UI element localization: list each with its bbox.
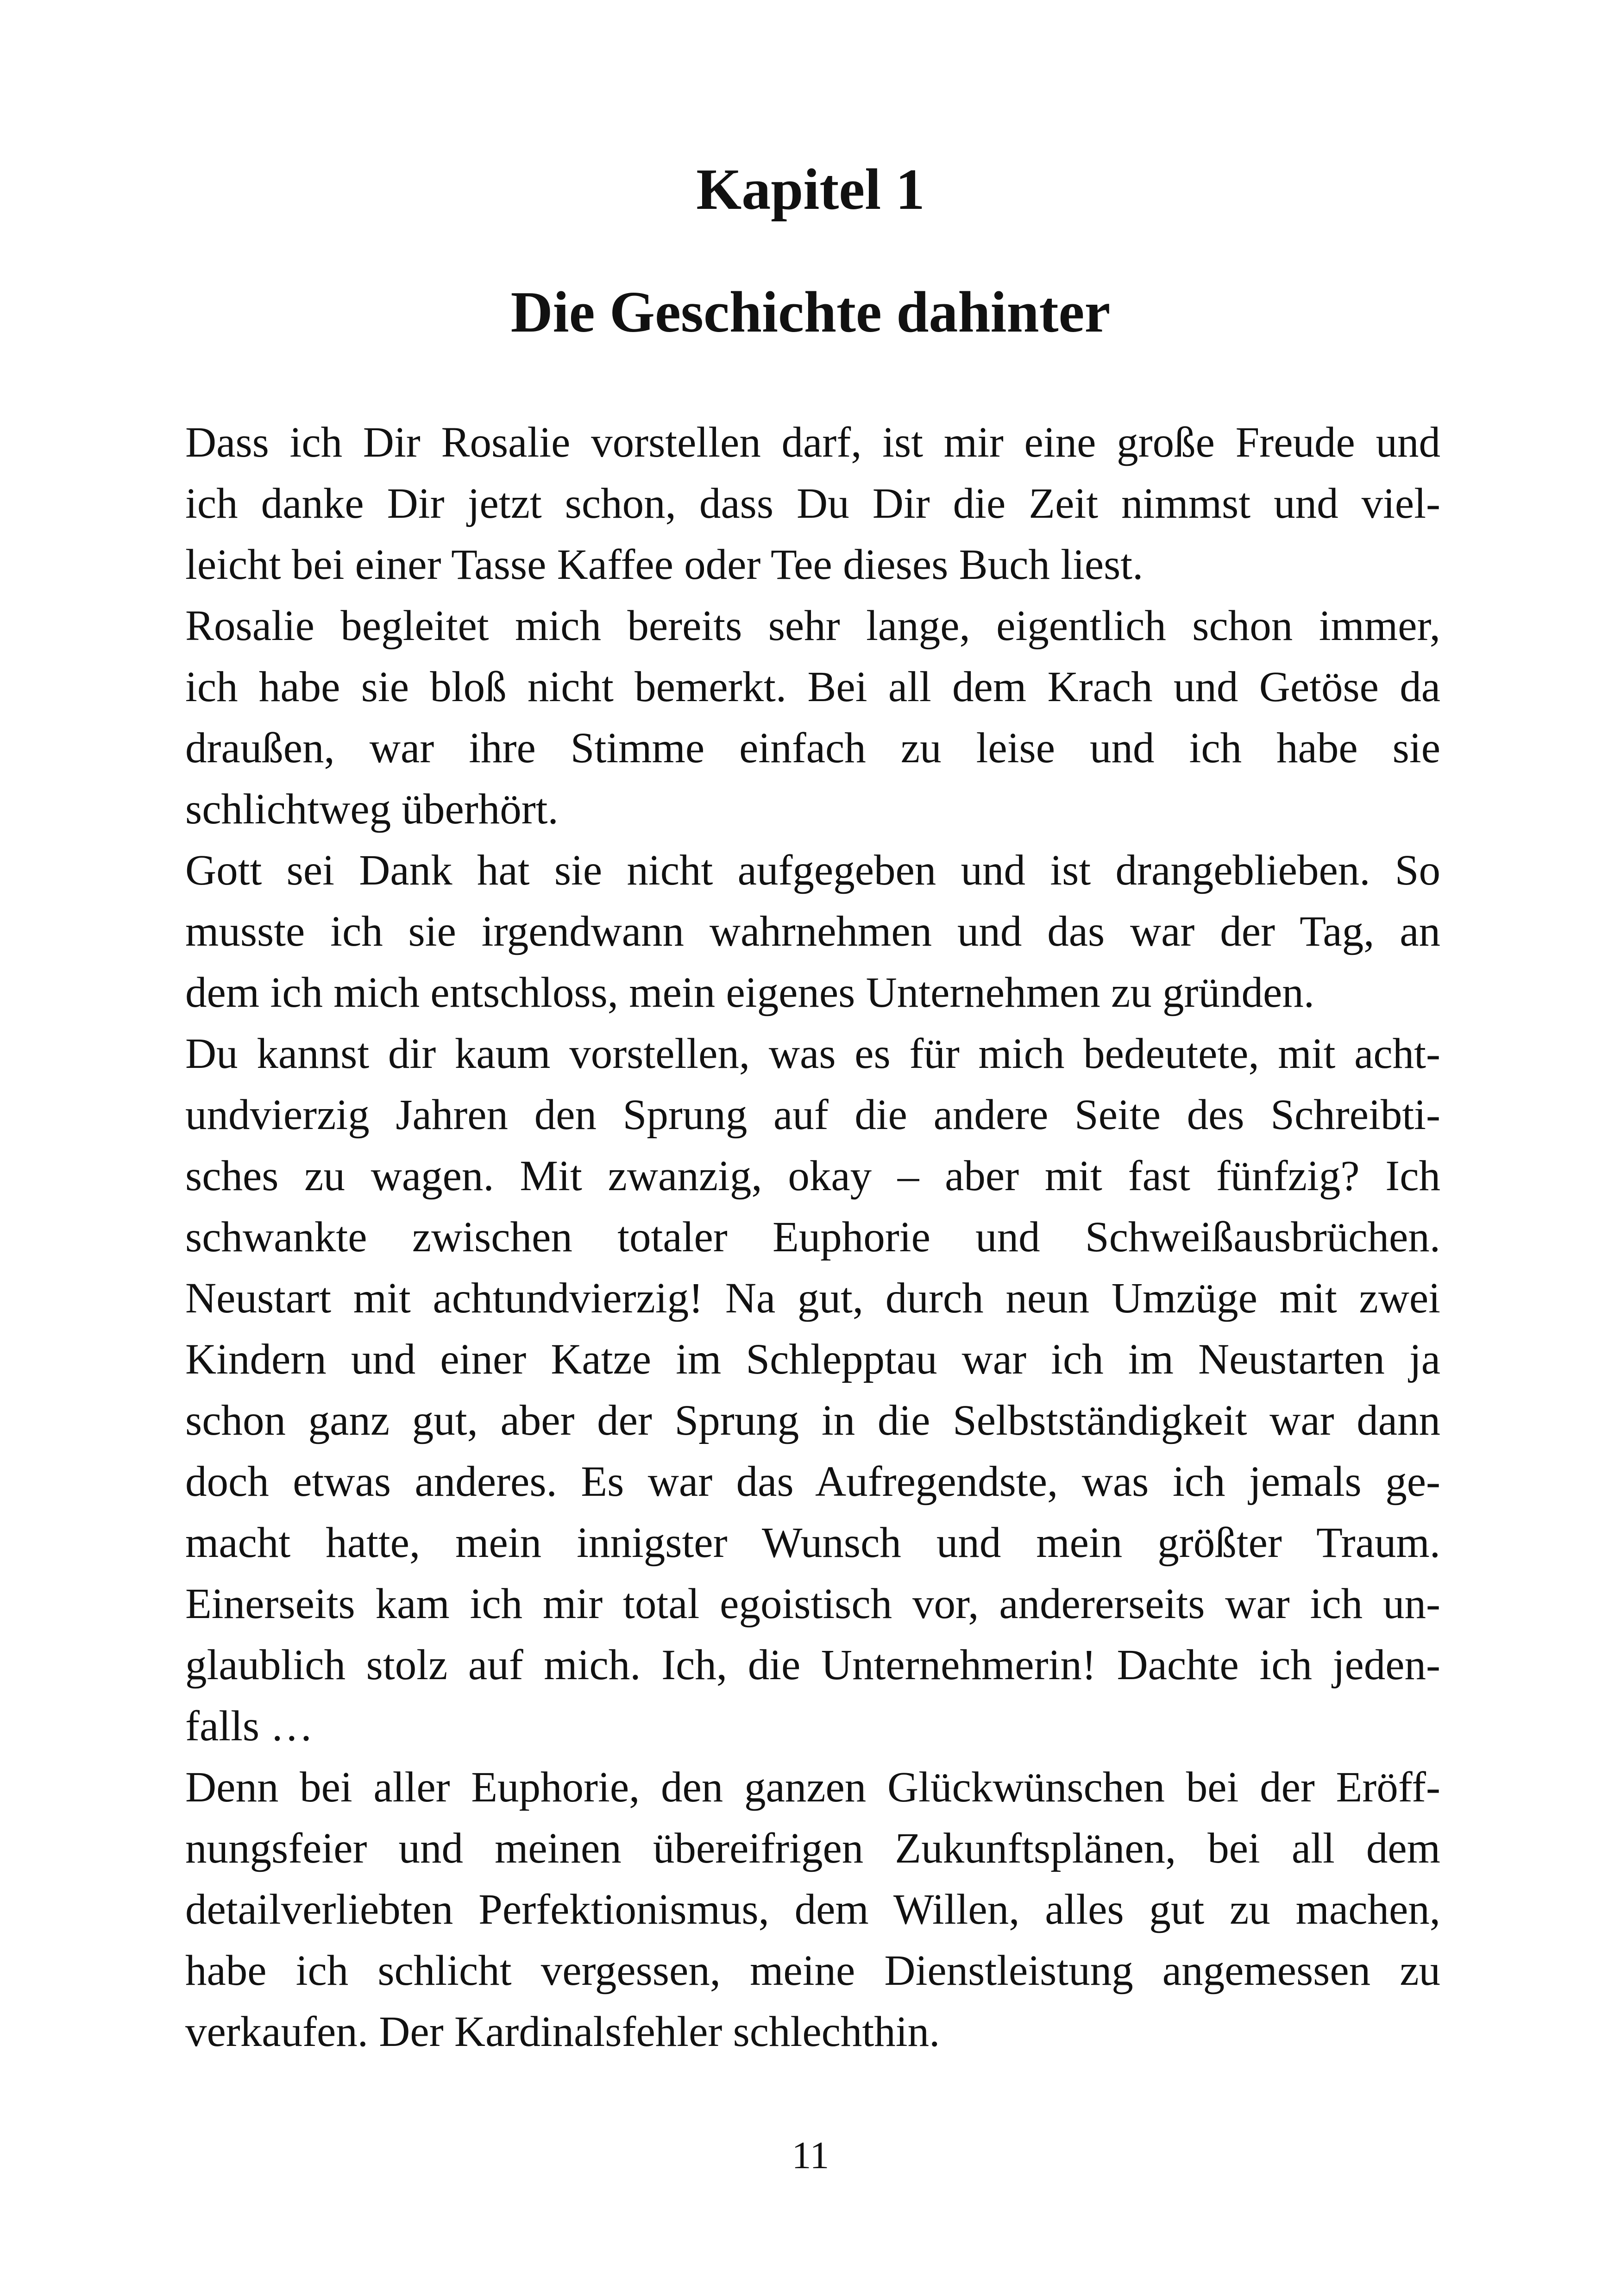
text-line: glaublich stolz auf mich. Ich, die Unternehmerin! Dachte ich jeden- bbox=[185, 1641, 1440, 1689]
text-line: Rosalie begleitet mich bereits sehr lange, eigentlich schon immer, bbox=[185, 602, 1440, 650]
text-line: Gott sei Dank hat sie nicht aufgegeben und ist drangeblieben. So bbox=[185, 847, 1440, 894]
paragraph-2 bbox=[185, 596, 1440, 840]
text-line: Kindern und einer Katze im Schlepptau war ich im Neustarten ja bbox=[185, 1336, 1440, 1383]
text-line: Du kannst dir kaum vorstellen, was es für mich bedeutete, mit acht- bbox=[185, 1030, 1440, 1078]
text-line: macht hatte, mein innigster Wunsch und mein größter Traum. bbox=[185, 1519, 1440, 1567]
text-line: dem ich mich entschloss, mein eigenes Unternehmen zu gründen. bbox=[185, 969, 1314, 1016]
paragraph-1 bbox=[185, 412, 1440, 596]
text-line: sches zu wagen. Mit zwanzig, okay – aber mit fast fünfzig? Ich bbox=[185, 1152, 1440, 1200]
text-line: draußen, war ihre Stimme einfach zu leise und ich habe sie bbox=[185, 724, 1440, 772]
paragraph-4 bbox=[185, 1023, 1440, 1757]
text-line: Denn bei aller Euphorie, den ganzen Glückwünschen bei der Eröff- bbox=[185, 1763, 1440, 1811]
text-line: ich danke Dir jetzt schon, dass Du Dir die Zeit nimmst und viel- bbox=[185, 480, 1440, 527]
page-number: 11 bbox=[792, 2134, 829, 2177]
text-line: musste ich sie irgendwann wahrnehmen und das war der Tag, an bbox=[185, 908, 1440, 955]
text-line: schon ganz gut, aber der Sprung in die Selbstständigkeit war dann bbox=[185, 1397, 1440, 1444]
text-line: schlichtweg überhört. bbox=[185, 785, 559, 833]
text-line: Einerseits kam ich mir total egoistisch vor, andererseits war ich un- bbox=[185, 1580, 1440, 1628]
text-line: ich habe sie bloß nicht bemerkt. Bei all dem Krach und Getöse da bbox=[185, 663, 1440, 711]
text-line: habe ich schlicht vergessen, meine Dienstleistung angemessen zu bbox=[185, 1947, 1440, 1995]
text-line: detailverliebten Perfektionismus, dem Willen, alles gut zu machen, bbox=[185, 1886, 1440, 1933]
text-line: Dass ich Dir Rosalie vorstellen darf, ist mir eine große Freude und bbox=[185, 419, 1440, 466]
text-line: undvierzig Jahren den Sprung auf die andere Seite des Schreibti- bbox=[185, 1091, 1440, 1139]
text-line: Neustart mit achtundvierzig! Na gut, durch neun Umzüge mit zwei bbox=[185, 1274, 1440, 1322]
text-line: verkaufen. Der Kardinalsfehler schlechthin. bbox=[185, 2008, 940, 2056]
paragraph-5 bbox=[185, 1757, 1440, 2063]
paragraph-3 bbox=[185, 840, 1440, 1023]
text-line: nungsfeier und meinen übereifrigen Zukunftsplänen, bei all dem bbox=[185, 1825, 1440, 1872]
text-line: falls … bbox=[185, 1702, 314, 1750]
text-line: leicht bei einer Tasse Kaffee oder Tee dieses Buch liest. bbox=[185, 541, 1143, 589]
text-line: schwankte zwischen totaler Euphorie und Schweißausbrüchen. bbox=[185, 1213, 1440, 1261]
chapter-title: Die Geschichte dahinter bbox=[510, 280, 1111, 345]
chapter-label: Kapitel 1 bbox=[696, 157, 925, 222]
body-text bbox=[185, 412, 1440, 2063]
text-line: doch etwas anderes. Es war das Aufregendste, was ich jemals ge- bbox=[185, 1458, 1440, 1506]
